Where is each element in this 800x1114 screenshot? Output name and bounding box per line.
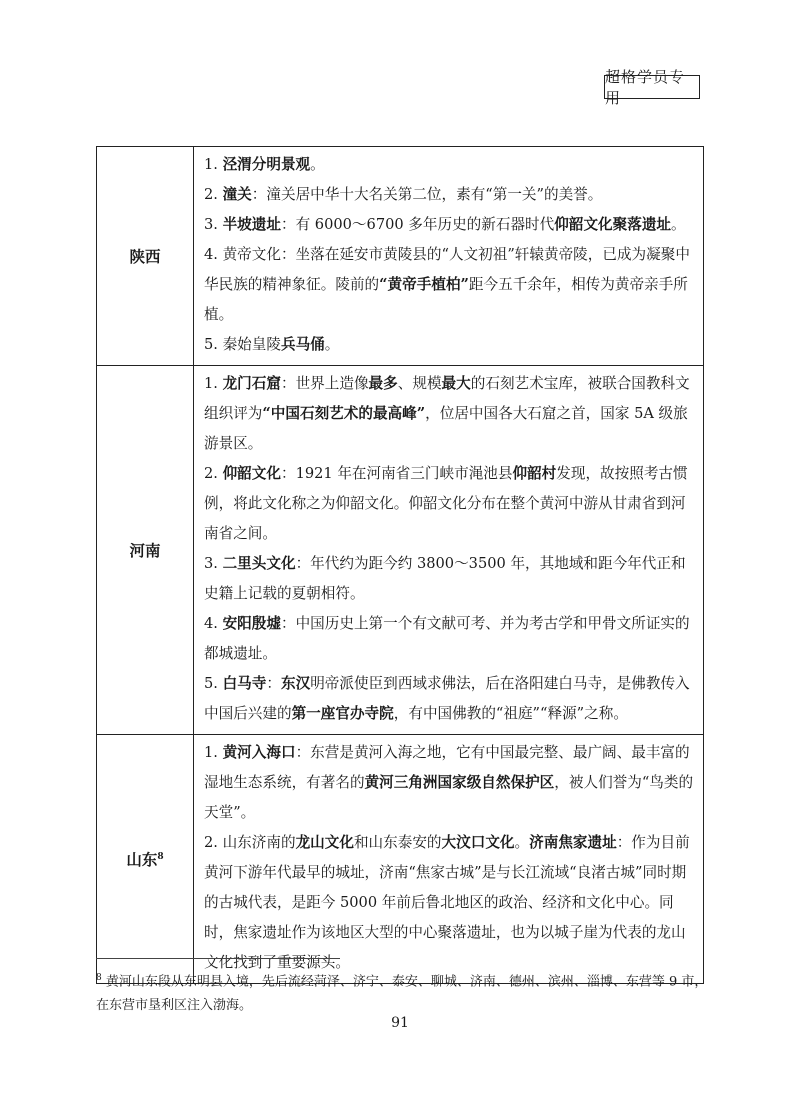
henan-item-1: 1. 龙门石窟：世界上造像最多、规模最大的石刻艺术宝库，被联合国教科文组织评为“中国石刻艺术的最高峰”，位居中国各大石窟之首，国家 5A 级旅游景区。 bbox=[204, 375, 690, 452]
footnote-mark: 8 bbox=[96, 973, 102, 983]
region-shandong-label: 山东 bbox=[126, 850, 158, 869]
exclusive-badge: 超格学员专用 bbox=[604, 75, 700, 99]
table-row-henan bbox=[97, 366, 704, 735]
henan-item-2: 2. 仰韶文化：1921 年在河南省三门峡市渑池县仰韶村发现，故按照考古惯例，将此文化称之为仰韶文化。仰韶文化分布在整个黄河中游从甘肃省到河南省之间。 bbox=[204, 465, 688, 542]
table-row-shaanxi bbox=[97, 147, 704, 366]
henan-item-5: 5. 白马寺：东汉明帝派使臣到西域求佛法，后在洛阳建白马寺，是佛教传入中国后兴建的第一座官办寺院，有中国佛教的“祖庭”“释源”之称。 bbox=[204, 675, 690, 722]
shandong-item-1: 1. 黄河入海口：东营是黄河入海之地，它有中国最完整、最广阔、最丰富的湿地生态系统，有著名的黄河三角洲国家级自然保护区，被人们誉为“鸟类的天堂”。 bbox=[204, 744, 694, 821]
footnote bbox=[96, 966, 708, 1018]
henan-item-3: 3. 二里头文化：年代约为距今约 3800～3500 年，其地域和距今年代正和史籍上记载的夏朝相符。 bbox=[204, 555, 686, 602]
culture-table bbox=[96, 146, 704, 984]
region-shaanxi: 陕西 bbox=[97, 147, 194, 366]
content-henan bbox=[194, 366, 704, 735]
page-number: 91 bbox=[391, 1015, 409, 1031]
footnote-text: 黄河山东段从东明县入境，先后流经菏泽、济宁、泰安、聊城、济南、德州、滨州、淄博、东营等 9 市，在东营市垦利区注入渤海。 bbox=[96, 974, 708, 1014]
shandong-item-2: 2. 山东济南的龙山文化和山东泰安的大汶口文化。济南焦家遗址：作为目前黄河下游年代最早的城址，济南“焦家古城”是与长江流域“良渚古城”同时期的古城代表，是距今 5000 年前后鲁北地区的政治、经济和文化中心。同时，焦家遗址作为该地区大型的中心聚落遗址，也为以城子崖为代表的龙山文化找到了重要源头。 bbox=[204, 834, 690, 971]
shaanxi-item-5: 5. 秦始皇陵兵马俑。 bbox=[204, 336, 340, 353]
shaanxi-item-3: 3. 半坡遗址：有 6000～6700 多年历史的新石器时代仰韶文化聚落遗址。 bbox=[204, 216, 686, 233]
content-shaanxi bbox=[194, 147, 704, 366]
table-row-shandong bbox=[97, 735, 704, 984]
region-henan: 河南 bbox=[97, 366, 194, 735]
footnote-divider bbox=[96, 958, 340, 959]
footnote-ref: 8 bbox=[157, 851, 164, 862]
shaanxi-item-1: 1. 泾渭分明景观。 bbox=[204, 156, 325, 173]
henan-item-4: 4. 安阳殷墟：中国历史上第一个有文献可考、并为考古学和甲骨文所证实的都城遗址。 bbox=[204, 615, 690, 662]
content-shandong bbox=[194, 735, 704, 984]
shaanxi-item-2: 2. 潼关：潼关居中华十大名关第二位，素有“第一关”的美誉。 bbox=[204, 186, 603, 203]
region-shandong bbox=[97, 735, 194, 984]
shaanxi-item-4: 4. 黄帝文化：坐落在延安市黄陵县的“人文初祖”轩辕黄帝陵，已成为凝聚中华民族的精神象征。陵前的“黄帝手植柏”距今五千余年，相传为黄帝亲手所植。 bbox=[204, 246, 690, 323]
